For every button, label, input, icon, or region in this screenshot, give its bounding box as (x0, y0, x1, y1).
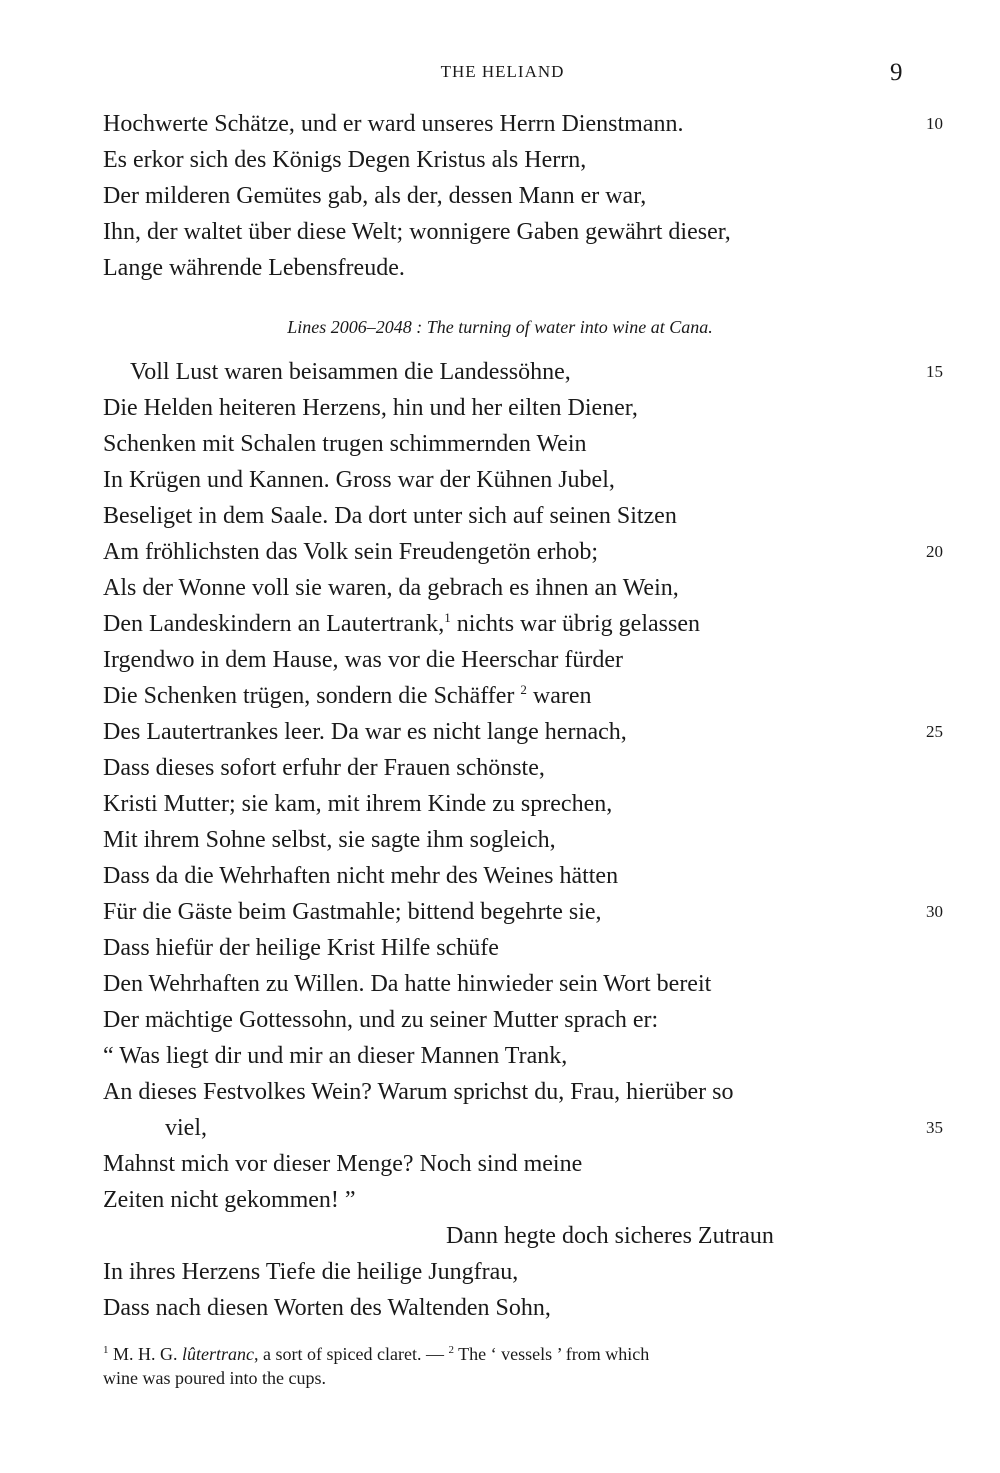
footnote-marker: 2 (448, 1344, 454, 1356)
verse-line: Dass da die Wehrhaften nicht mehr des Weines hätten (103, 863, 619, 889)
verse-line: Voll Lust waren beisammen die Landessöhne, 15 (103, 354, 963, 390)
verse-line: Hochwerte Schätze, und er ward unseres Herrn Dienstmann. 10 (103, 106, 963, 142)
verse-line: Ihn, der waltet über diese Welt; wonnigere Gaben gewährt dieser, (103, 219, 731, 245)
verse-line: Den Wehrhaften zu Willen. Da hatte hinwieder sein Wort bereit (103, 971, 712, 997)
footnote-line: $^1$ M. H. G. lûtertranc, a sort of spiced claret. — $^2$ The ‘ vessels ’ from which (103, 1344, 650, 1364)
verse-line: Beseliget in dem Saale. Da dort unter sich auf seinen Sitzen (103, 503, 677, 529)
verse-line: Zeiten nicht gekommen! ” (103, 1187, 356, 1213)
verse-line: In Krügen und Kannen. Gross war der Kühnen Jubel, (103, 467, 615, 493)
stanza-two (103, 354, 963, 1326)
verse-line: In ihres Herzens Tiefe die heilige Jungfrau, (103, 1259, 519, 1285)
line-number: 10 (926, 114, 943, 133)
verse-line: Am fröhlichsten das Volk sein Freudengetön erhob; 20 (103, 534, 963, 570)
verse-line: Den Landeskindern an Lautertrank,$^1$ nichts war übrig gelassen (103, 610, 700, 637)
verse-line: Mit ihrem Sohne selbst, sie sagte ihm sogleich, (103, 827, 556, 853)
verse-line: Dass dieses sofort erfuhr der Frauen schönste, (103, 755, 545, 781)
verse-line: An dieses Festvolkes Wein? Warum sprichst du, Frau, hierüber so (103, 1079, 734, 1105)
verse-line: Die Helden heiteren Herzens, hin und her eilten Diener, (103, 395, 638, 421)
footnote-line: wine was poured into the cups. (103, 1368, 326, 1388)
verse-line: Schenken mit Schalen trugen schimmernden Wein (103, 431, 587, 457)
verse-line: Dann hegte doch sicheres Zutraun (446, 1223, 774, 1249)
verse-line: Mahnst mich vor dieser Menge? Noch sind meine (103, 1151, 583, 1177)
line-number: 20 (926, 542, 943, 561)
verse-line: Dass hiefür der heilige Krist Hilfe schüfe (103, 935, 499, 961)
footnote-term: lûtertranc (182, 1344, 255, 1364)
verse-line: Die Schenken trügen, sondern die Schäffer $^2$ waren (103, 682, 592, 709)
page-number: 9 (890, 59, 904, 86)
verse-line: Für die Gäste beim Gastmahle; bittend begehrte sie, 30 (103, 894, 963, 930)
footnote-ref[interactable]: 2 (520, 682, 527, 697)
line-number: 25 (926, 722, 943, 741)
verse-line: Lange währende Lebensfreude. (103, 255, 405, 281)
verse-line: Dass nach diesen Worten des Waltenden Sohn, (103, 1295, 551, 1321)
footnote-ref[interactable]: 1 (444, 610, 451, 625)
verse-line: Als der Wonne voll sie waren, da gebrach es ihnen an Wein, (103, 575, 679, 601)
verse-line: Der milderen Gemütes gab, als der, dessen Mann er war, (103, 183, 647, 209)
footnote-marker: 1 (103, 1344, 109, 1356)
verse-line: Es erkor sich des Königs Degen Kristus als Herrn, (103, 147, 587, 173)
verse-line: Des Lautertrankes leer. Da war es nicht lange hernach, 25 (103, 714, 963, 750)
line-number: 35 (926, 1118, 943, 1137)
line-number: 30 (926, 902, 943, 921)
stanza-one (103, 106, 963, 286)
line-number: 15 (926, 362, 943, 381)
verse-line: Der mächtige Gottessohn, und zu seiner Mutter sprach er: (103, 1007, 659, 1033)
running-title: THE HELIAND (440, 62, 565, 81)
section-heading: Lines 2006–2048 : The turning of water into wine at Cana. (287, 317, 713, 337)
footnotes (103, 1342, 893, 1390)
verse-line: Irgendwo in dem Hause, was vor die Heerschar fürder (103, 647, 624, 673)
verse-line: Kristi Mutter; sie kam, mit ihrem Kinde zu sprechen, (103, 791, 613, 817)
verse-line: viel, 35 (103, 1110, 963, 1146)
verse-line: “ Was liegt dir und mir an dieser Mannen Trank, (103, 1043, 568, 1069)
